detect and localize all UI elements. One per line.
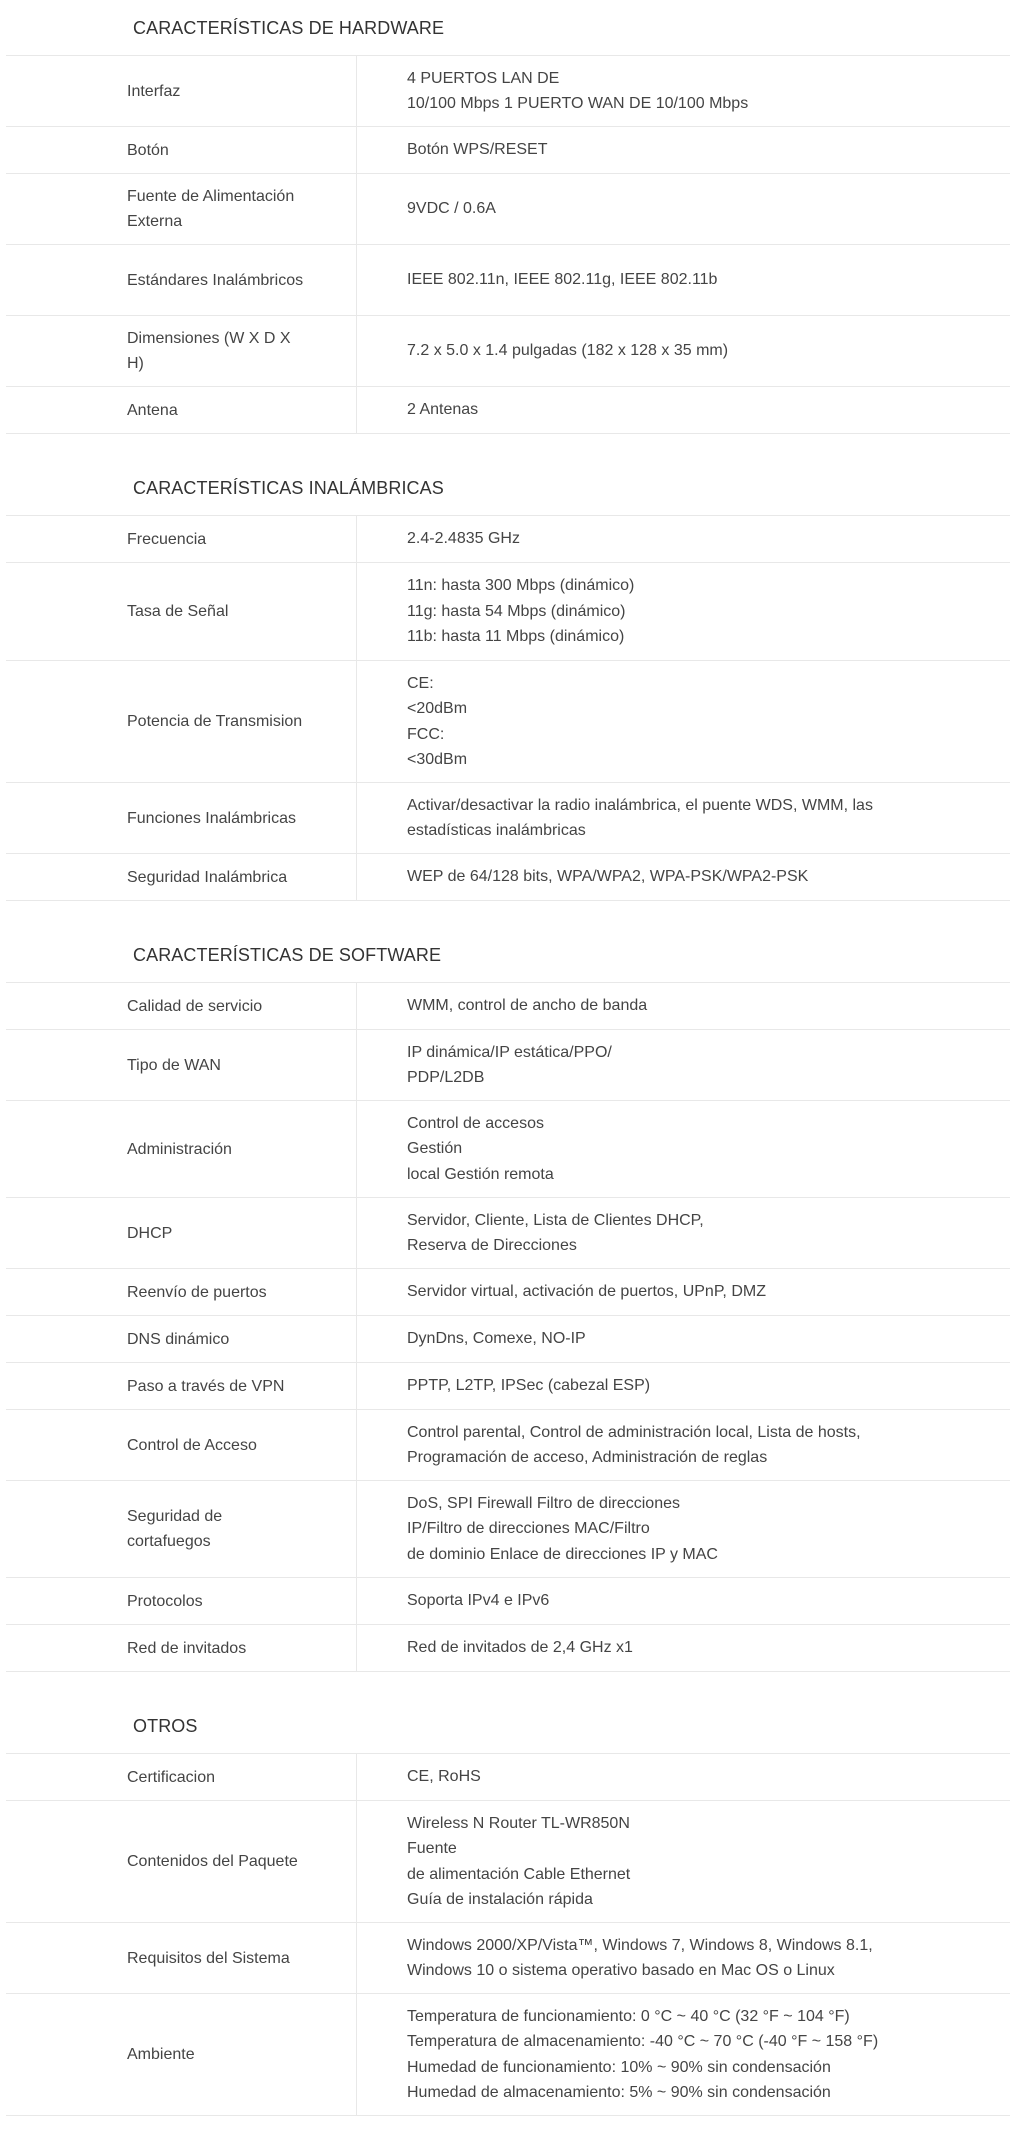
spec-value-line: FCC: <box>407 725 445 743</box>
spec-value-line: 11g: hasta 54 Mbps (dinámico) <box>407 602 626 620</box>
spec-row <box>6 1363 1010 1410</box>
spec-label: Administración <box>6 1101 357 1197</box>
spec-label: Fuente de Alimentación Externa <box>6 174 357 244</box>
spec-value-line: Temperatura de almacenamiento: -40 °C ~ 70 °C (-40 °F ~ 158 °F) <box>407 2033 879 2050</box>
spec-value <box>357 1316 1010 1362</box>
section-gap <box>0 901 1016 923</box>
spec-value-line: Red de invitados de 2,4 GHz x1 <box>407 1639 633 1657</box>
spec-row <box>6 1754 1010 1801</box>
spec-value-line: Servidor, Cliente, Lista de Clientes DHCP, <box>407 1211 704 1229</box>
spec-label: Antena <box>6 387 357 433</box>
spec-value-line: IP dinámica/IP estática/PPO/ <box>407 1043 612 1061</box>
spec-value <box>357 127 1010 173</box>
spec-value-line: Temperatura de funcionamiento: 0 °C ~ 40 °C (32 °F ~ 104 °F) <box>407 2007 850 2025</box>
spec-row <box>6 1994 1010 2116</box>
spec-value <box>357 983 1010 1029</box>
spec-value-line: Control de accesos <box>407 1114 544 1132</box>
spec-value <box>357 783 1010 853</box>
spec-value-line: Gestión <box>407 1140 463 1158</box>
spec-value <box>357 661 1010 782</box>
spec-value-line: 11n: hasta 300 Mbps (dinámico) <box>407 577 635 595</box>
spec-value <box>357 1481 1010 1577</box>
spec-value <box>357 245 1010 315</box>
spec-value <box>357 1625 1010 1671</box>
spec-label: DHCP <box>6 1198 357 1268</box>
section-gap <box>0 434 1016 456</box>
spec-value-line: DoS, SPI Firewall Filtro de direcciones <box>407 1494 680 1512</box>
spec-value <box>357 1101 1010 1197</box>
spec-label: Protocolos <box>6 1578 357 1624</box>
spec-row <box>6 127 1010 174</box>
spec-row <box>6 56 1010 127</box>
spec-value-line: 9VDC / 0.6A <box>407 200 496 218</box>
spec-value-line: 11b: hasta 11 Mbps (dinámico) <box>407 628 625 646</box>
spec-value-line: 4 PUERTOS LAN DE <box>407 69 560 87</box>
spec-row <box>6 1269 1010 1316</box>
spec-value-line: Activar/desactivar la radio inalámbrica, el puente WDS, WMM, las <box>407 796 873 814</box>
spec-value-line: 2 Antenas <box>407 401 479 419</box>
spec-label: Tasa de Señal <box>6 563 357 660</box>
spec-value-line: de dominio Enlace de direcciones IP y MAC <box>407 1545 718 1563</box>
spec-label: Red de invitados <box>6 1625 357 1671</box>
spec-value <box>357 316 1010 386</box>
spec-value-line: IEEE 802.11n, IEEE 802.11g, IEEE 802.11b <box>407 271 718 289</box>
spec-value-line: Control parental, Control de administración local, Lista de hosts, <box>407 1423 861 1441</box>
spec-value-line: CE, RoHS <box>407 1768 481 1786</box>
spec-value-line: Soporta IPv4 e IPv6 <box>407 1592 550 1610</box>
spec-value <box>357 516 1010 562</box>
spec-value <box>357 1578 1010 1624</box>
spec-value-line: de alimentación Cable Ethernet <box>407 1865 631 1883</box>
spec-value <box>357 1030 1010 1100</box>
spec-value <box>357 1269 1010 1315</box>
spec-value-line: Programación de acceso, Administración de reglas <box>407 1449 768 1466</box>
spec-label: Botón <box>6 127 357 173</box>
spec-value-line: <20dBm <box>407 700 468 717</box>
spec-label: Seguridad de cortafuegos <box>6 1481 357 1577</box>
spec-row <box>6 854 1010 901</box>
spec-value <box>357 1754 1010 1800</box>
spec-value-line: Fuente <box>407 1840 457 1857</box>
spec-label: Funciones Inalámbricas <box>6 783 357 853</box>
spec-label: Paso a través de VPN <box>6 1363 357 1409</box>
spec-value-line: Windows 2000/XP/Vista™, Windows 7, Windows 8, Windows 8.1, <box>407 1936 873 1954</box>
spec-value-line: 7.2 x 5.0 x 1.4 pulgadas (182 x 128 x 35 mm) <box>407 342 729 360</box>
section-title: CARACTERÍSTICAS DE SOFTWARE <box>6 923 1010 983</box>
spec-label: Interfaz <box>6 56 357 126</box>
spec-value-line: estadísticas inalámbricas <box>407 822 586 839</box>
spec-row <box>6 983 1010 1030</box>
spec-label: Frecuencia <box>6 516 357 562</box>
spec-row <box>6 516 1010 563</box>
spec-value <box>357 563 1010 660</box>
spec-value-line: PDP/L2DB <box>407 1069 485 1086</box>
spec-value-line: CE: <box>407 674 434 692</box>
section-title: CARACTERÍSTICAS INALÁMBRICAS <box>6 456 1010 516</box>
spec-row <box>6 1625 1010 1672</box>
spec-label: Calidad de servicio <box>6 983 357 1029</box>
spec-value-line: 10/100 Mbps 1 PUERTO WAN DE 10/100 Mbps <box>407 95 749 112</box>
spec-row <box>6 174 1010 245</box>
spec-value <box>357 1198 1010 1268</box>
spec-value-line: PPTP, L2TP, IPSec (cabezal ESP) <box>407 1377 651 1395</box>
spec-row <box>6 1101 1010 1198</box>
spec-label: Ambiente <box>6 1994 357 2115</box>
spec-value-line: Windows 10 o sistema operativo basado en Mac OS o Linux <box>407 1962 835 1979</box>
section-title: CARACTERÍSTICAS DE HARDWARE <box>6 0 1010 56</box>
section-title: OTROS <box>6 1694 1010 1754</box>
spec-row <box>6 1481 1010 1578</box>
spec-value-line: Servidor virtual, activación de puertos, UPnP, DMZ <box>407 1283 766 1301</box>
spec-value <box>357 1801 1010 1922</box>
spec-value <box>357 56 1010 126</box>
spec-value-line: Humedad de funcionamiento: 10% ~ 90% sin condensación <box>407 2058 831 2076</box>
spec-label: Potencia de Transmision <box>6 661 357 782</box>
spec-value-line: Botón WPS/RESET <box>407 141 548 159</box>
spec-value <box>357 1363 1010 1409</box>
spec-value <box>357 1994 1010 2115</box>
spec-value-line: WEP de 64/128 bits, WPA/WPA2, WPA-PSK/WPA2-PSK <box>407 868 809 886</box>
spec-value <box>357 174 1010 244</box>
spec-value-line: Humedad de almacenamiento: 5% ~ 90% sin condensación <box>407 2084 831 2101</box>
spec-value-line: DynDns, Comexe, NO-IP <box>407 1330 586 1348</box>
spec-label: Estándares Inalámbricos <box>6 245 357 315</box>
spec-label: Reenvío de puertos <box>6 1269 357 1315</box>
spec-value-line: IP/Filtro de direcciones MAC/Filtro <box>407 1520 650 1538</box>
spec-value <box>357 1923 1010 1993</box>
spec-label: Certificacion <box>6 1754 357 1800</box>
spec-row <box>6 1801 1010 1923</box>
spec-label: Control de Acceso <box>6 1410 357 1480</box>
spec-value <box>357 387 1010 433</box>
spec-row <box>6 563 1010 661</box>
spec-value <box>357 854 1010 900</box>
spec-row <box>6 1316 1010 1363</box>
spec-label: Seguridad Inalámbrica <box>6 854 357 900</box>
spec-row <box>6 1923 1010 1994</box>
spec-value <box>357 1410 1010 1480</box>
spec-row <box>6 387 1010 434</box>
spec-row <box>6 1030 1010 1101</box>
spec-row <box>6 245 1010 316</box>
spec-value-line: Guía de instalación rápida <box>407 1891 593 1908</box>
spec-row <box>6 1578 1010 1625</box>
spec-value-line: <30dBm <box>407 751 468 768</box>
section-gap <box>0 1672 1016 1694</box>
spec-value-line: 2.4-2.4835 GHz <box>407 530 520 548</box>
spec-value-line: local Gestión remota <box>407 1165 554 1183</box>
spec-label: Tipo de WAN <box>6 1030 357 1100</box>
spec-row <box>6 661 1010 783</box>
spec-value-line: Wireless N Router TL-WR850N <box>407 1814 630 1832</box>
spec-label: Dimensiones (W X D X H) <box>6 316 357 386</box>
spec-label: DNS dinámico <box>6 1316 357 1362</box>
spec-label: Contenidos del Paquete <box>6 1801 357 1922</box>
spec-value-line: Reserva de Direcciones <box>407 1237 577 1254</box>
spec-row <box>6 316 1010 387</box>
spec-row <box>6 783 1010 854</box>
spec-label: Requisitos del Sistema <box>6 1923 357 1993</box>
spec-value-line: WMM, control de ancho de banda <box>407 997 648 1015</box>
spec-row <box>6 1410 1010 1481</box>
spec-row <box>6 1198 1010 1269</box>
